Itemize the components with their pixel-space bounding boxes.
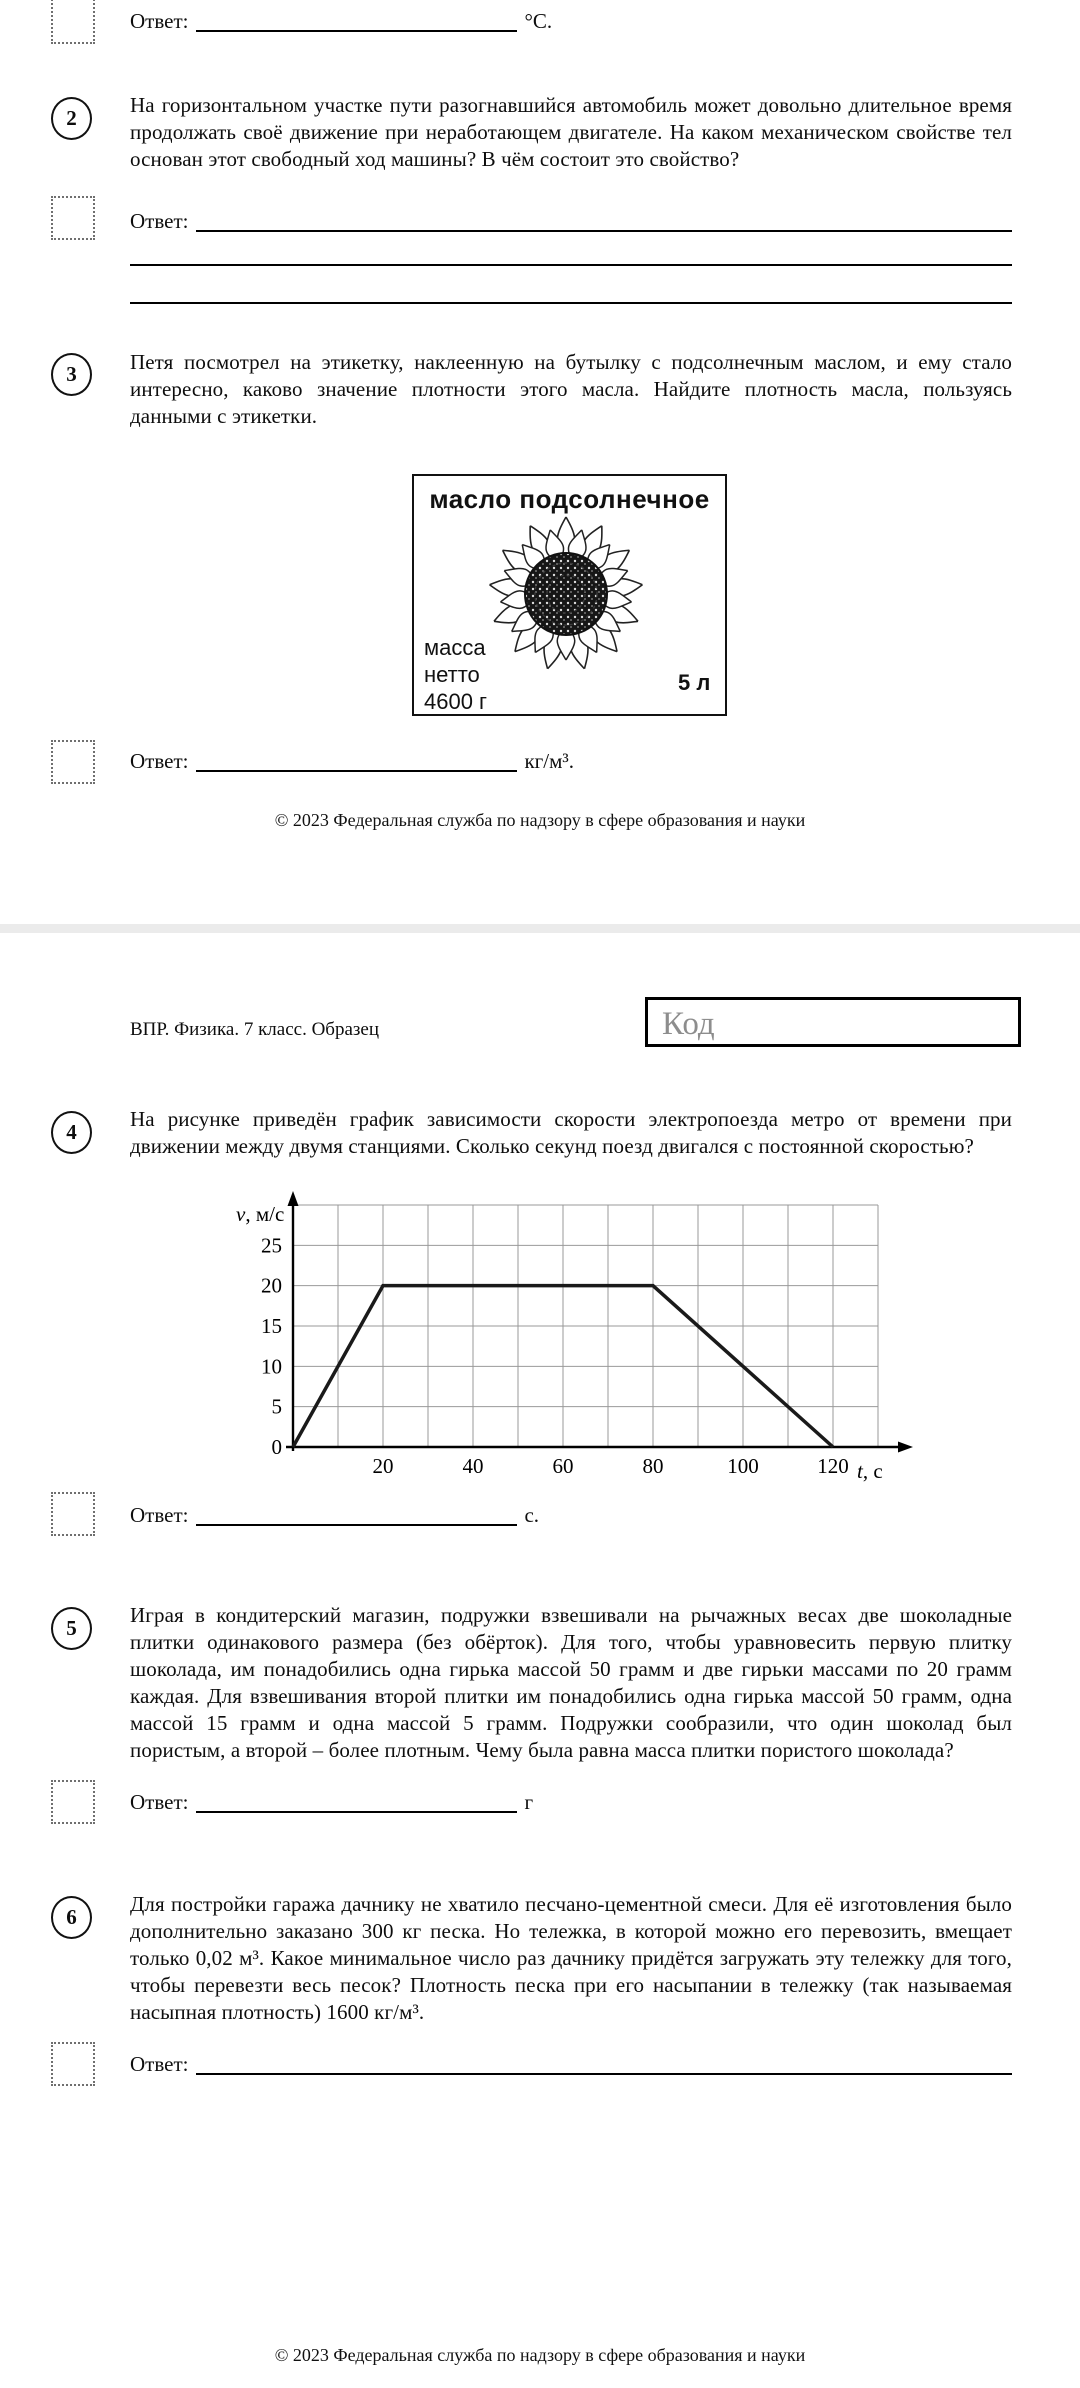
q5-answer-blank [196,1811,517,1813]
q5-answer-row [130,1789,533,1815]
q1-answer-blank [196,30,517,32]
oil-label-figure [412,474,727,716]
q4-number-badge [51,1111,92,1154]
q2-answer-label: Ответ: [130,209,189,233]
q3-number-badge [51,353,92,396]
svg-text:60: 60 [552,1454,574,1478]
answer-checkbox-q6 [51,2042,95,2086]
oil-label-net-mass [424,634,487,715]
q6-number-badge [51,1896,92,1939]
q2-answer-blank [196,230,1012,232]
q5-number: 5 [66,1616,77,1640]
q5-answer-unit: г [524,1790,534,1814]
q2-number-badge [51,97,92,140]
q3-answer-row [130,748,574,774]
q3-answer-label: Ответ: [130,749,189,773]
svg-text:25: 25 [261,1233,282,1258]
svg-text:v, м/с: v, м/с [236,1202,285,1226]
q2-answer-row [130,208,1012,234]
svg-text:5: 5 [271,1394,282,1419]
answer-checkbox-q2 [51,196,95,240]
q6-text: Для постройки гаража дачнику не хватило песчано-цементной смеси. Для её изготовления было дополнительно заказано 300 кг песка. Но тележка, в которой можно его перевозить, вмещает только 0,02 м³. Какое минимальное число раз дачнику придётся загружать эту тележку для того, чтобы перевезти весь песок? Плотность песка при его насыпании в тележку (так называемая насыпная плотность) 1600 кг/м³. [130,1892,1012,2024]
svg-text:0: 0 [271,1435,282,1459]
svg-text:10: 10 [261,1354,282,1379]
page2-copyright: © 2023 Федеральная служба по надзору в сфере образования и науки [274,2345,806,2365]
answer-checkbox-q5 [51,1780,95,1824]
oil-label-title: масло подсолнечное [429,484,710,514]
q6-answer-label: Ответ: [130,2052,189,2076]
page-separator [0,924,1080,933]
q3-answer-blank [196,770,517,772]
q6-answer-row [130,2051,1012,2077]
q4-answer-blank [196,1524,517,1526]
q4-answer-unit: с. [524,1503,540,1527]
svg-text:40: 40 [462,1454,484,1478]
svg-text:120: 120 [817,1454,849,1478]
q3-number: 3 [66,362,77,386]
answer-checkbox-q1 [51,0,95,44]
oil-netto-word: нетто [424,662,480,687]
q1-answer-unit: °С. [524,9,553,33]
velocity-time-graph [220,1190,920,1490]
code-box [645,997,1021,1047]
oil-label-volume: 5 л [678,670,711,695]
q4-answer-label: Ответ: [130,1503,189,1527]
q1-answer-row [130,8,552,34]
q6-answer-blank [196,2073,1012,2075]
q4-text: На рисунке приведён график зависимости скорости электропоезда метро от времени при движении между двумя станциями. Сколько секунд поезд двигался с постоянной скоростью? [130,1107,1012,1158]
q5-number-badge [51,1607,92,1650]
q5-answer-label: Ответ: [130,1790,189,1814]
q4-number: 4 [66,1120,77,1144]
svg-text:20: 20 [372,1454,394,1478]
oil-mass-word: масса [424,635,486,660]
code-box-label: Код [662,1006,715,1042]
q1-answer-label: Ответ: [130,9,189,33]
svg-text:80: 80 [642,1454,664,1478]
q6-number: 6 [66,1905,77,1929]
q3-text: Петя посмотрел на этикетку, наклеенную на бутылку с подсолнечным маслом, и ему стало интересно, каково значение плотности этого масла. Найдите плотность масла, пользуясь данными с этикетки. [130,350,1012,428]
svg-text:20: 20 [261,1273,282,1298]
page-header-title: ВПР. Физика. 7 класс. Образец [130,1019,380,1040]
q3-answer-unit: кг/м³. [524,749,574,773]
page1-copyright: © 2023 Федеральная служба по надзору в сфере образования и науки [274,810,806,830]
q4-answer-row [130,1502,539,1528]
q2-number: 2 [66,106,77,130]
q2-answer-line-3 [130,302,1012,304]
svg-text:15: 15 [261,1314,282,1338]
answer-checkbox-q4 [51,1492,95,1536]
q5-text: Играя в кондитерский магазин, подружки взвешивали на рычажных весах две шоколадные плитки одинакового размера (без обёрток). Для того, чтобы уравновесить первую плитку шоколада, им понадобились одна гирька массой 50 грамм и две гирьки массами по 20 грамм каждая. Для взвешивания второй плитки им понадобились одна гирька массой 50 грамм, одна массой 15 грамм и одна массой 5 грамм. Подружки сообразили, что один шоколад был пористым, а второй – более плотным. Чему была равна масса плитки пористого шоколада? [130,1603,1012,1762]
oil-mass-value: 4600 г [424,689,488,714]
svg-text:t, с: t, с [857,1459,883,1483]
q2-answer-line-2 [130,264,1012,266]
svg-text:100: 100 [727,1454,759,1478]
answer-checkbox-q3 [51,740,95,784]
q2-text: На горизонтальном участке пути разогнавшийся автомобиль может довольно длительное время продолжать своё движение при неработающем двигателе. На каком механическом свойстве тел основан этот свободный ход машины? В чём состоит это свойство? [130,93,1012,171]
